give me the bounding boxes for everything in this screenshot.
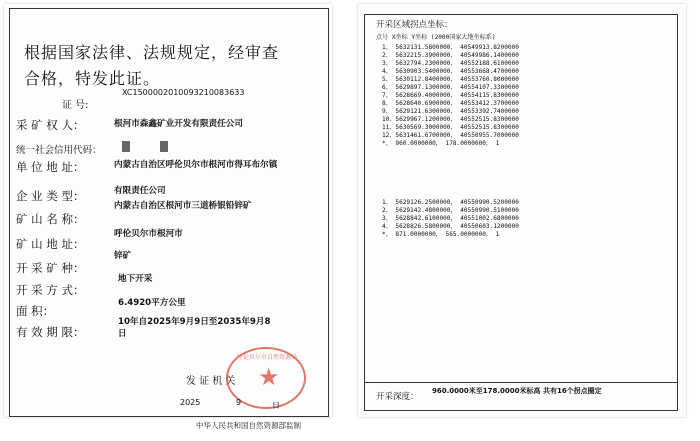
row-value-mining-method: 地下开采 (118, 274, 153, 284)
coord-line: 11、5630569.3000000， 40552515.8300000 (382, 124, 519, 131)
row-value-mine-address: 呼伦贝尔市根河市 (114, 229, 183, 239)
row-label-enterprise-type: 企 业 类 型： (16, 189, 85, 203)
depth-label: 开采深度： (376, 392, 419, 402)
depth-value: 960.0000米至178.0000米标高 共有16个拐点圈定 (432, 387, 602, 395)
row-value-enterprise-type: 有限责任公司 (114, 186, 166, 196)
license-heading-line2: 合格，特发此证。 (24, 69, 161, 88)
cert-no-value: XC1500002010093210083633 (122, 88, 245, 97)
coord-line: 8、 5628640.6900000， 40553412.3700000 (382, 100, 519, 107)
coord-line: 1、 5632131.5800000， 40549913.8200000 (382, 44, 519, 51)
issue-month: 9 (236, 398, 242, 407)
issuer-label: 发 证 机 关 (186, 376, 236, 387)
row-label-holder: 采 矿 权 人： (16, 118, 85, 132)
coord-line: 4、 5630903.5400000， 40553668.4700000 (382, 68, 519, 75)
seal-star-icon: ★ (258, 363, 280, 391)
row-label-mine-address: 矿 山 地 址： (16, 237, 85, 251)
row-label-credit-code: 统一社会信用代码： (16, 145, 102, 156)
seal-text: 呼伦贝尔市自然资源局 (236, 354, 297, 361)
license-heading-line1: 根据国家法律、法规规定，经审查 (24, 43, 280, 62)
coords-title: 开采区域拐点坐标： (376, 20, 453, 30)
coord-line: 4、 5628826.5800000， 40550603.1200000 (382, 223, 519, 230)
issue-year: 2025 (180, 398, 201, 407)
coord-line: 7、 5628669.4000000， 40554115.8300000 (382, 92, 519, 99)
row-value-mine-name: 内蒙古自治区根河市三道桥银铅锌矿 (114, 201, 252, 211)
row-value-area: 6.4920平方公里 (118, 298, 186, 308)
row-value-mineral: 锌矿 (114, 251, 132, 261)
depth-divider (364, 382, 678, 383)
row-value-address: 内蒙古自治区呼伦贝尔市根河市得耳布尔镇 (114, 160, 278, 170)
row-label-mine-name: 矿 山 名 称： (16, 212, 85, 226)
coord-line: 5、 5630112.8400000， 40553760.8000000 (382, 76, 519, 83)
row-label-mineral: 开 采 矿 种： (16, 261, 85, 275)
coord-line: 2、 5629142.4800000， 40550990.5100000 (382, 207, 519, 214)
coord-line: *、 960.0000000， 178.0000000， 1 (382, 140, 500, 147)
coord-line: 12、5631461.6700000， 40550955.7000000 (382, 132, 519, 139)
row-label-area: 面 积： (16, 304, 55, 318)
row-label-address: 单 位 地 址： (16, 160, 85, 174)
coord-line: 3、 5632794.2300000， 40552188.6100000 (382, 60, 519, 67)
coords-header: 点号 X坐标 Y坐标 (2000国家大地坐标系) (376, 34, 496, 41)
redaction-block (122, 141, 130, 152)
row-label-mining-method: 开 采 方 式： (16, 283, 85, 297)
coord-line: 3、 5628842.6100000， 40551002.6800000 (382, 215, 519, 222)
issue-day: 日 (272, 401, 280, 410)
row-value-holder: 根河市森鑫矿业开发有限责任公司 (114, 119, 243, 129)
cert-no-label: 证 号: (62, 100, 89, 111)
coord-line: 2、 5632215.3900000， 40549986.1400000 (382, 52, 519, 59)
row-value-validity: 10年自2025年9月9日至2035年9月8日 (118, 317, 271, 339)
coord-line: 1、 5629126.2500000， 40550990.5200000 (382, 199, 519, 206)
license-page (4, 4, 332, 417)
coord-line: *、 871.0000000， 565.0000000， 1 (382, 231, 500, 238)
row-label-validity: 有 效 期 限： (16, 325, 85, 339)
redaction-block (160, 141, 168, 152)
coordinates-page (358, 4, 686, 417)
license-footer: 中华人民共和国自然资源部监制 (196, 421, 301, 430)
coord-line: 9、 5629121.6300000， 40553392.7400000 (382, 108, 519, 115)
coord-line: 6、 5629897.1300000， 40554107.3300000 (382, 84, 519, 91)
coord-line: 10、5629967.1200000， 40552515.8300000 (382, 116, 519, 123)
